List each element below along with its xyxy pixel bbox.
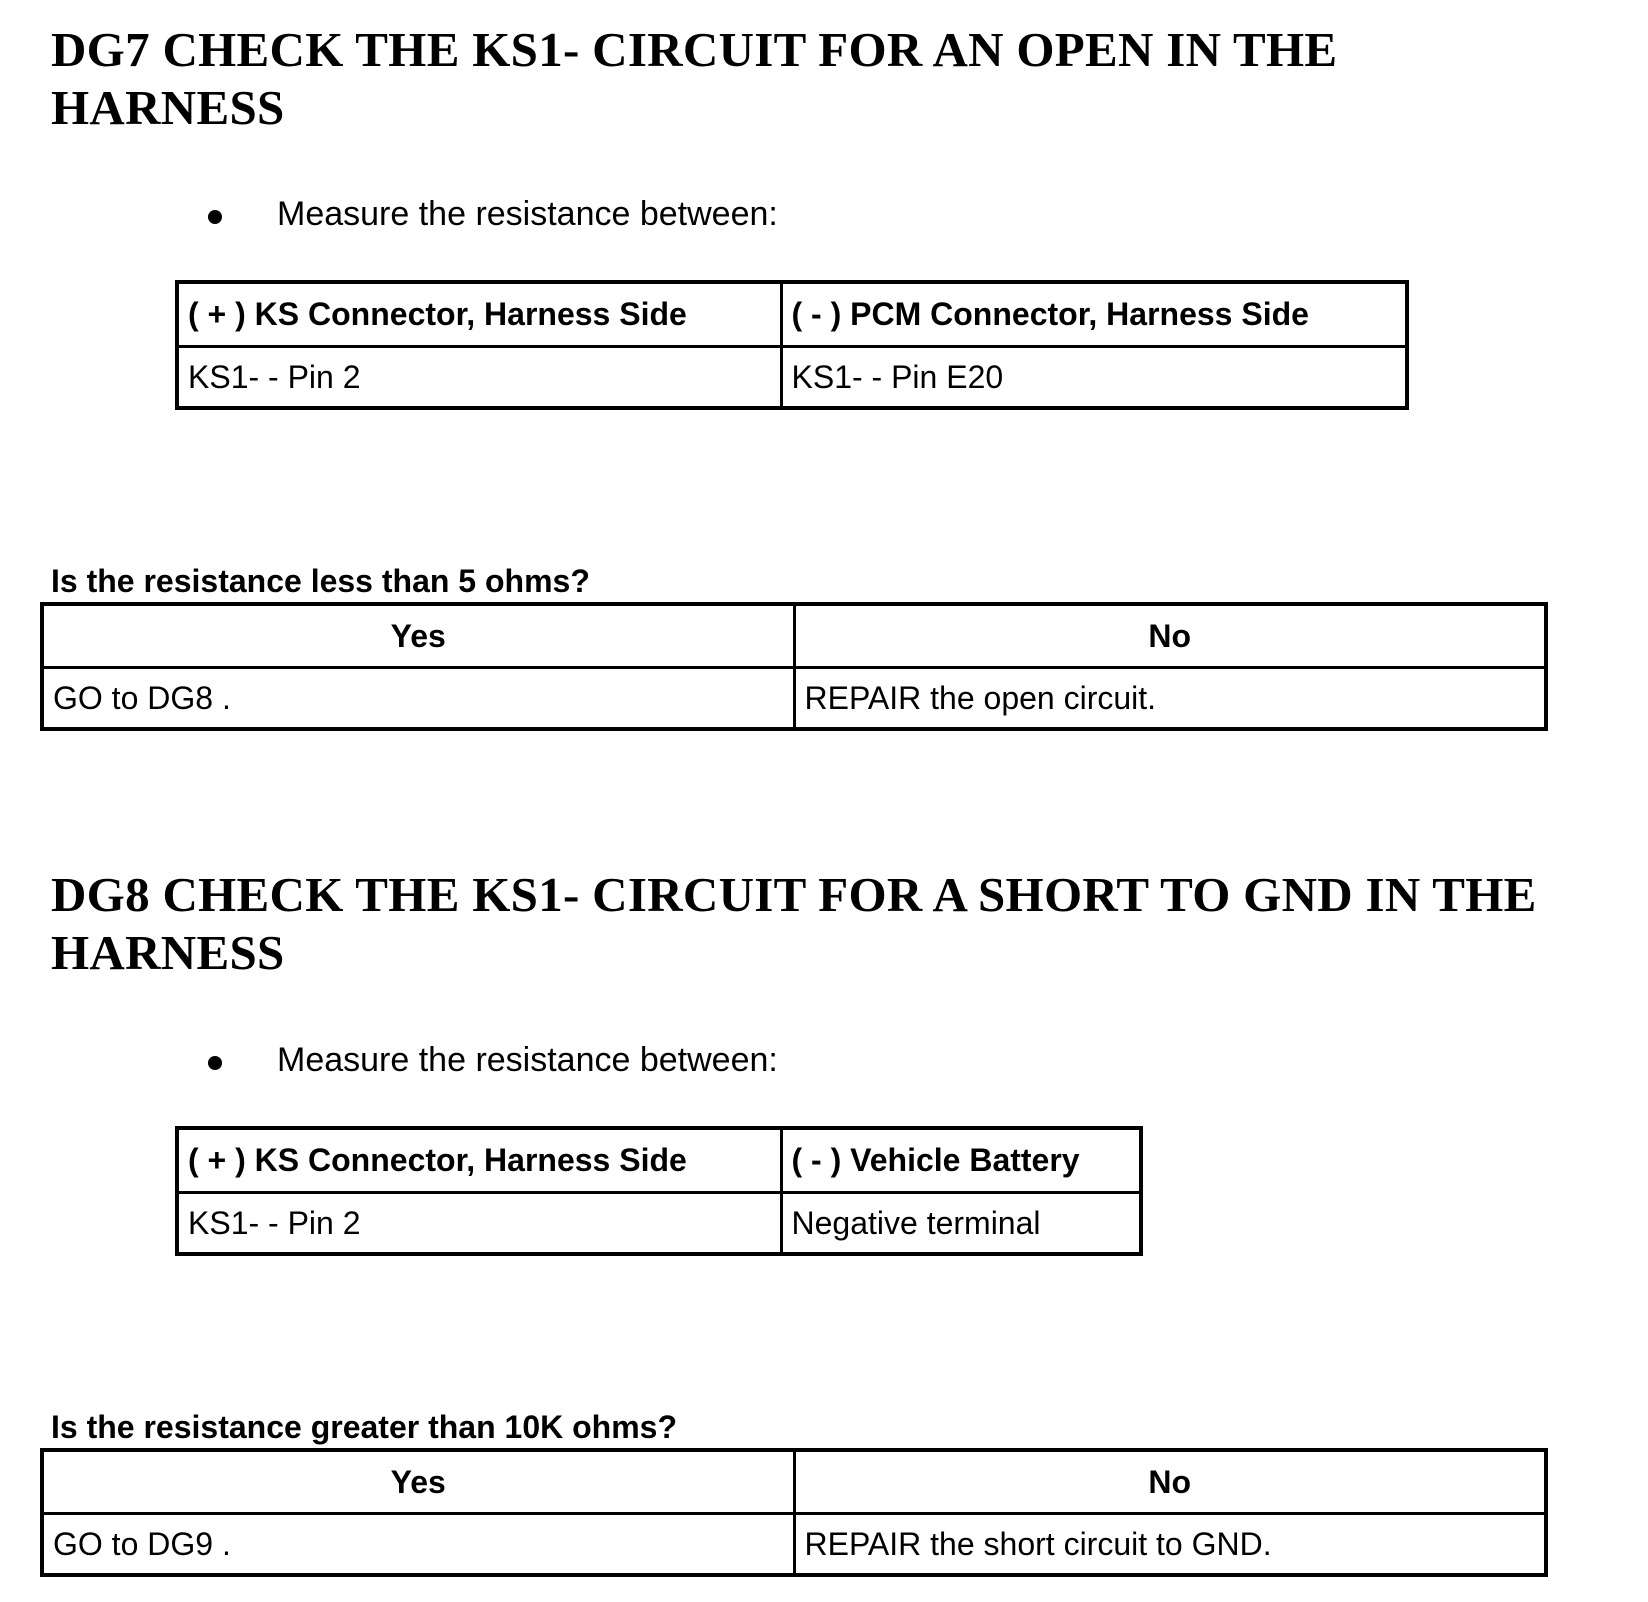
dg8-decision-table bbox=[40, 1448, 1548, 1577]
dg7-instruction-text: Measure the resistance between: bbox=[277, 195, 778, 233]
table-row bbox=[42, 668, 1546, 730]
dg7-measure-table bbox=[175, 280, 1409, 410]
dg8-no-action: REPAIR the short circuit to GND. bbox=[794, 1514, 1546, 1576]
dg8-measure-cell-positive: KS1- - Pin 2 bbox=[177, 1193, 781, 1255]
dg7-question: Is the resistance less than 5 ohms? bbox=[51, 563, 590, 599]
dg7-measure-header-negative: ( - ) PCM Connector, Harness Side bbox=[781, 282, 1407, 347]
dg7-measure-header-positive: ( + ) KS Connector, Harness Side bbox=[177, 282, 781, 347]
dg7-heading bbox=[51, 21, 1337, 137]
dg7-measure-cell-positive: KS1- - Pin 2 bbox=[177, 347, 781, 409]
table-header-row bbox=[42, 604, 1546, 668]
dg7-instruction bbox=[0, 194, 1000, 234]
dg7-heading-line2: HARNESS bbox=[51, 80, 285, 135]
dg7-no-header: No bbox=[794, 604, 1546, 668]
dg8-measure-table bbox=[175, 1126, 1143, 1256]
dg8-measure-header-positive: ( + ) KS Connector, Harness Side bbox=[177, 1128, 781, 1193]
dg8-heading-line1: DG8 CHECK THE KS1- CIRCUIT FOR A SHORT TO GND IN THE bbox=[51, 867, 1537, 922]
dg7-decision-table bbox=[40, 602, 1548, 731]
dg7-yes-action: GO to DG8 . bbox=[42, 668, 794, 730]
dg8-measure-cell-negative: Negative terminal bbox=[781, 1193, 1141, 1255]
bullet-icon bbox=[208, 210, 222, 224]
dg7-measure-cell-negative: KS1- - Pin E20 bbox=[781, 347, 1407, 409]
dg8-heading bbox=[51, 866, 1537, 982]
dg8-no-header: No bbox=[794, 1450, 1546, 1514]
dg8-instruction bbox=[0, 1040, 1000, 1080]
bullet-icon bbox=[208, 1056, 222, 1070]
table-header-row bbox=[177, 282, 1407, 347]
table-row bbox=[42, 1514, 1546, 1576]
dg7-heading-line1: DG7 CHECK THE KS1- CIRCUIT FOR AN OPEN IN THE bbox=[51, 22, 1338, 77]
dg8-question: Is the resistance greater than 10K ohms? bbox=[51, 1409, 677, 1445]
dg7-yes-header: Yes bbox=[42, 604, 794, 668]
dg8-yes-action: GO to DG9 . bbox=[42, 1514, 794, 1576]
dg8-instruction-text: Measure the resistance between: bbox=[277, 1041, 778, 1079]
dg7-no-action: REPAIR the open circuit. bbox=[794, 668, 1546, 730]
table-header-row bbox=[42, 1450, 1546, 1514]
table-row bbox=[177, 1193, 1141, 1255]
table-row bbox=[177, 347, 1407, 409]
dg8-yes-header: Yes bbox=[42, 1450, 794, 1514]
dg8-heading-line2: HARNESS bbox=[51, 925, 285, 980]
table-header-row bbox=[177, 1128, 1141, 1193]
dg8-measure-header-negative: ( - ) Vehicle Battery bbox=[781, 1128, 1141, 1193]
